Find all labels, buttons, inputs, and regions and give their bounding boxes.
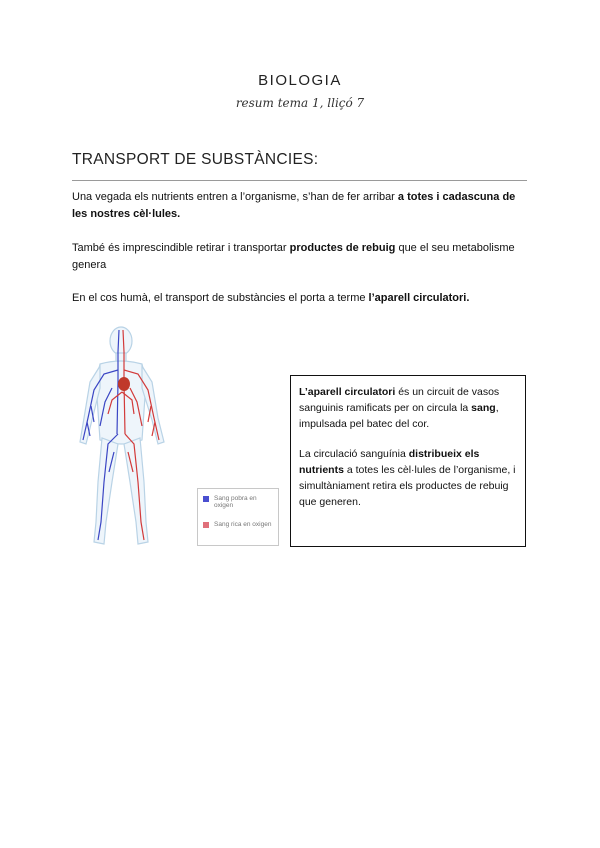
infobox-p1-bold-1: L’aparell circulatori xyxy=(299,386,396,398)
p1-bold: a totes i cadascuna de les nostres cèl·lules. xyxy=(72,191,516,220)
infobox-paragraph-1 xyxy=(299,384,517,432)
p1-text: Una vegada els nutrients entren a l’organisme, s’han de fer arribar xyxy=(72,191,398,203)
p3-bold: l’aparell circulatori. xyxy=(368,292,470,304)
circulatory-info-box xyxy=(290,375,526,547)
legend-swatch-red xyxy=(203,522,209,528)
page-subtitle: resum tema 1, lliçó 7 xyxy=(235,96,365,110)
human-body-figure xyxy=(72,322,192,552)
paragraph-circulatory xyxy=(72,290,530,307)
p2-text: També és imprescindible retirar i transportar xyxy=(72,242,290,254)
infobox-p2-text-1: La circulació sanguínia xyxy=(299,448,409,460)
legend-item-oxygen-poor xyxy=(203,495,274,509)
infobox-p2-text-2: a totes les cèl·lules de l’organisme, i simultàniament retira els productes de rebuig que generen. xyxy=(299,464,516,508)
page-title: BIOLOGIA xyxy=(258,72,342,89)
p2-bold: productes de rebuig xyxy=(289,242,396,254)
legend-label-oxygen-rich: Sang rica en oxigen xyxy=(214,521,272,528)
legend-item-oxygen-rich xyxy=(203,521,274,528)
figure-legend xyxy=(197,488,279,546)
infobox-p1-bold-2: sang xyxy=(471,402,496,414)
infobox-p1-text-2: , impulsada pel batec del cor. xyxy=(299,402,499,430)
infobox-p2-bold-1: distribueix els nutrients xyxy=(299,448,480,476)
p3-text: En el cos humà, el transport de substàncies el porta a terme xyxy=(72,292,369,304)
infobox-p1-text-1: és un circuit de vasos sanguinis ramificats per on circula la xyxy=(299,386,500,414)
heart-icon xyxy=(118,377,130,391)
paragraph-waste xyxy=(72,240,530,274)
legend-label-oxygen-poor: Sang pobra en oxigen xyxy=(214,495,257,509)
infobox-paragraph-2 xyxy=(299,446,517,510)
p2-after: que el seu metabolisme genera xyxy=(72,242,515,271)
heading-divider xyxy=(72,180,527,181)
legend-swatch-blue xyxy=(203,496,209,502)
paragraph-nutrients xyxy=(72,189,530,223)
section-heading: TRANSPORT DE SUBSTÀNCIES: xyxy=(72,151,319,168)
